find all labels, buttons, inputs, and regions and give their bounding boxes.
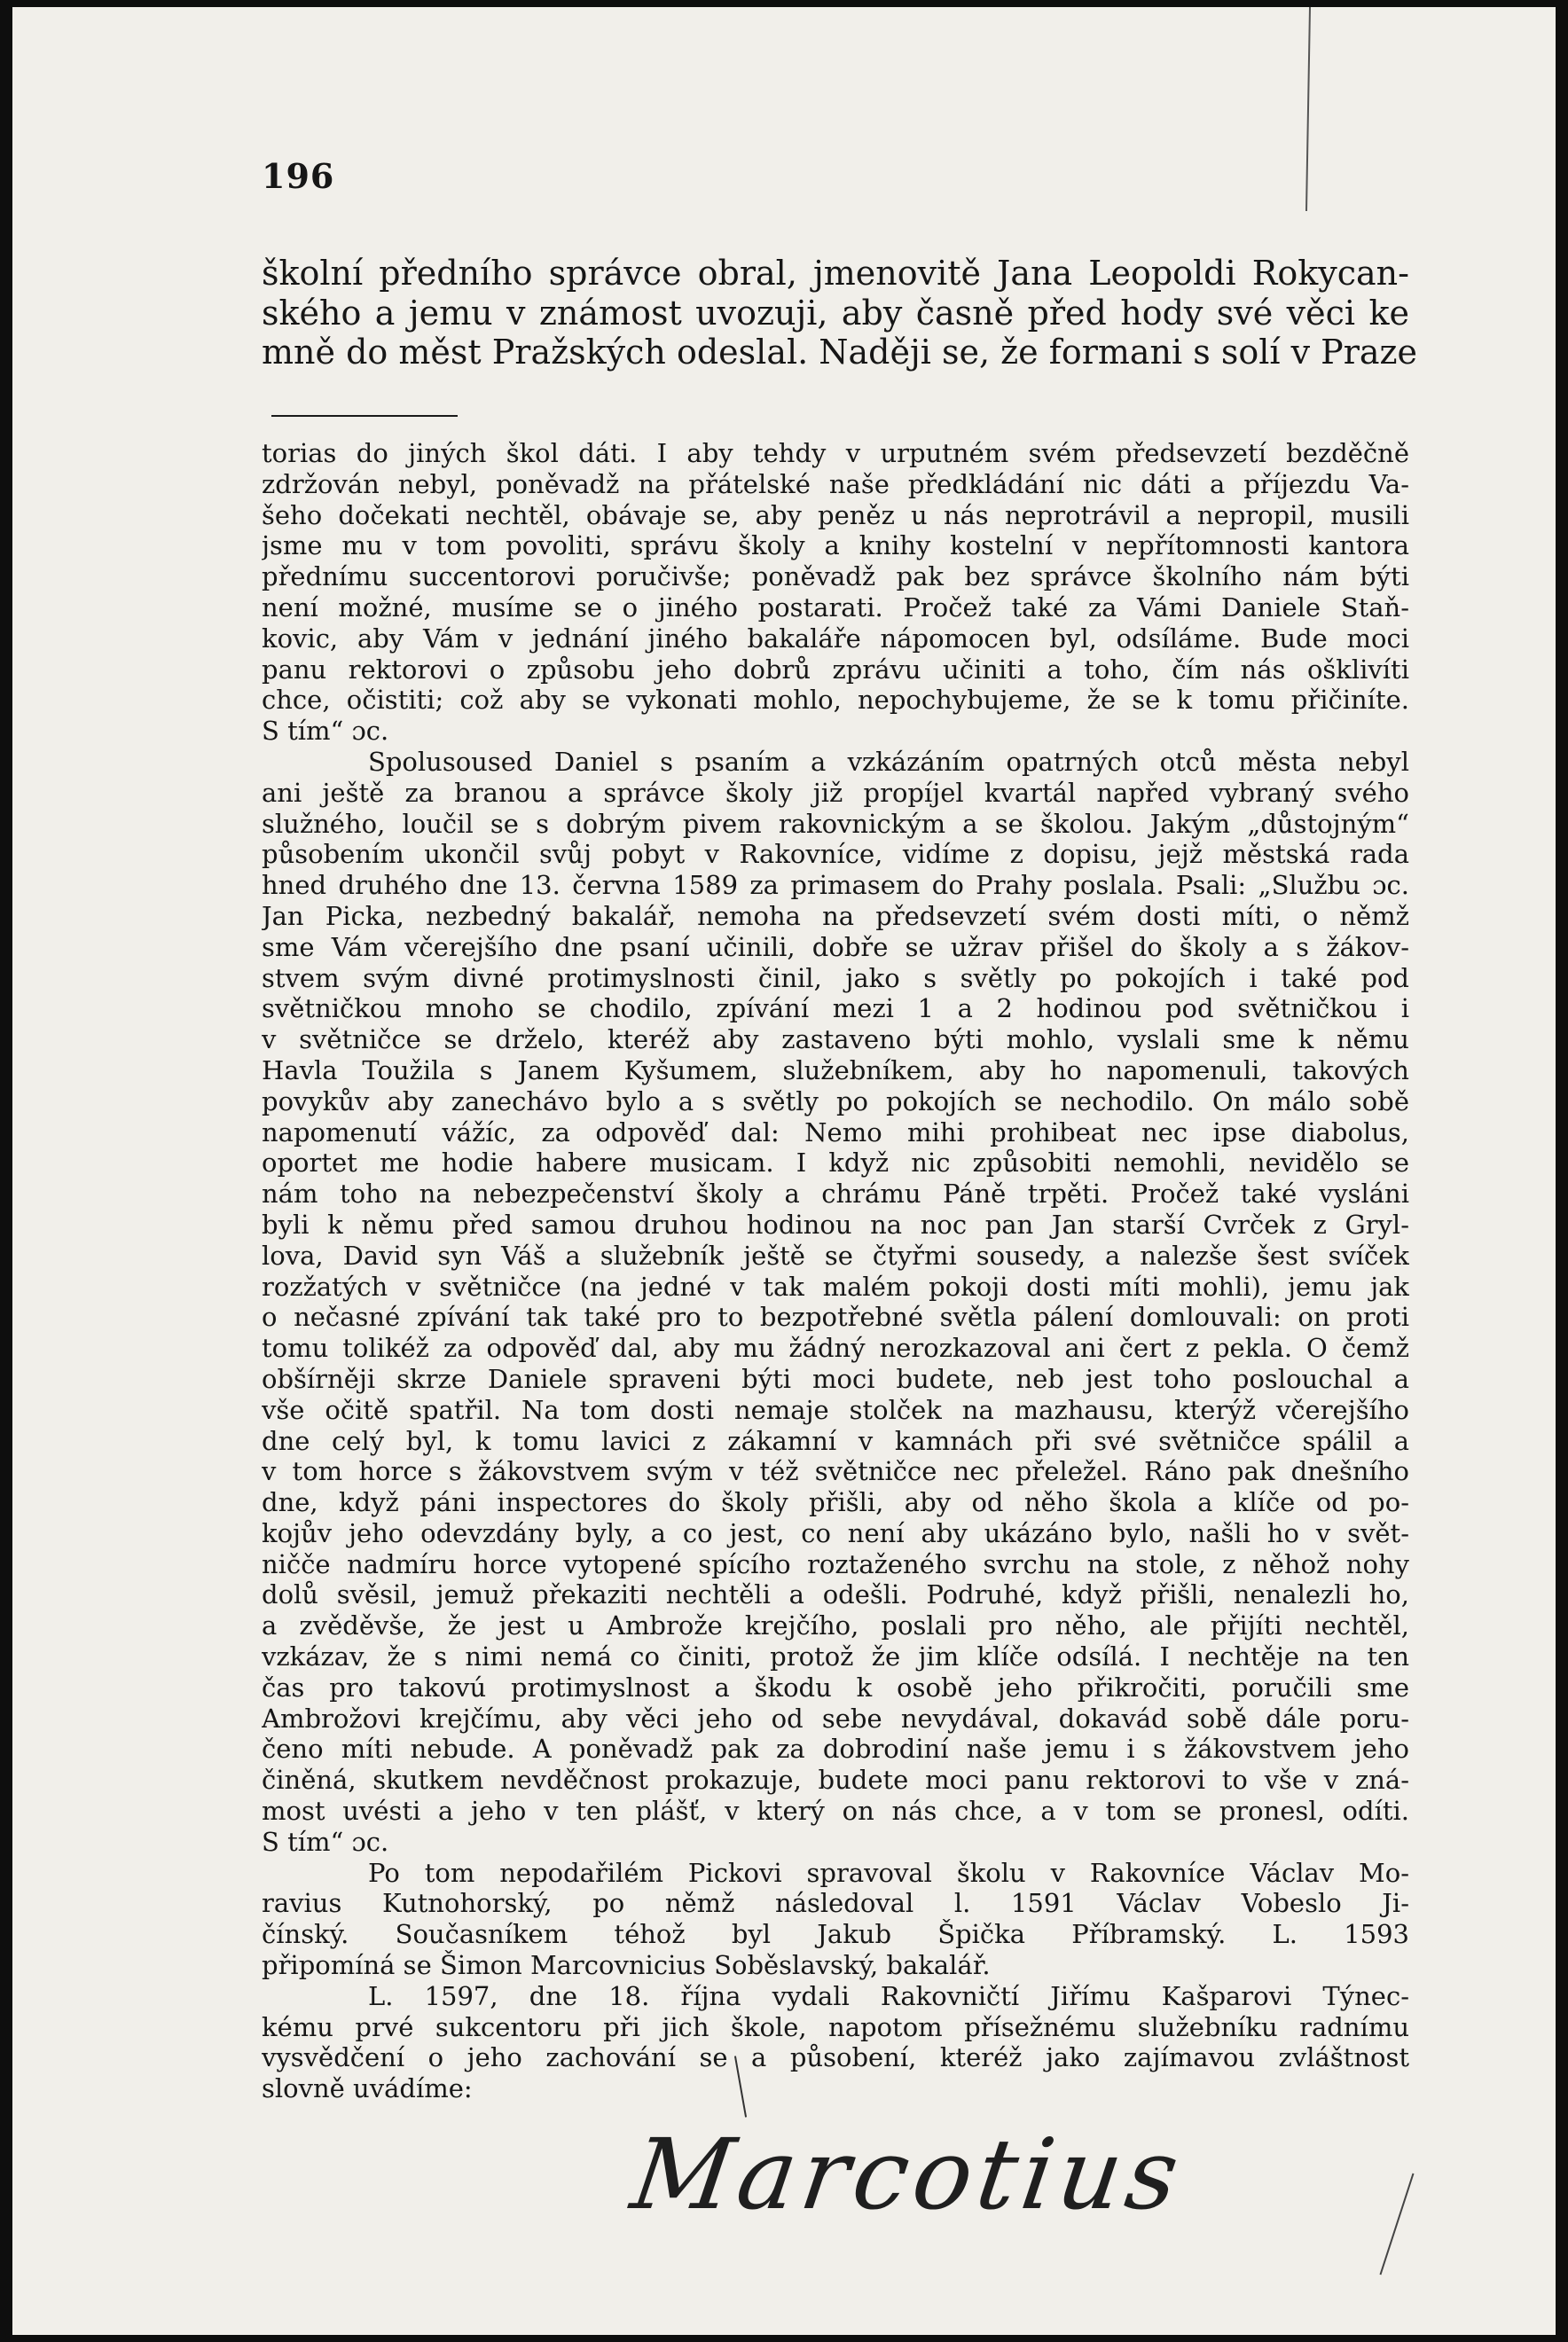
- text-line: dne, když páni inspectores do školy přišli, aby od něho škola a klíče od po-: [262, 1487, 1409, 1518]
- text-line: Ambrožovi krejčímu, aby věci jeho od sebe nevydával, dokavád sobě dále poru-: [262, 1703, 1409, 1734]
- text-line: vzkázav, že s nimi nemá co činiti, protož že jim klíče odsílá. I nechtěje na ten: [262, 1641, 1409, 1672]
- text-line: panu rektorovi o způsobu jeho dobrů zprávu učiniti a toho, čím nás ošklivíti: [262, 654, 1409, 685]
- text-line: L. 1597, dne 18. října vydali Rakovničtí Jiřímu Kašparovi Týnec-: [368, 1980, 1409, 2011]
- text-line: hned druhého dne 13. června 1589 za primasem do Prahy poslala. Psali: „Službu ɔc.: [262, 870, 1409, 901]
- margin-pencil-mark: [1305, 7, 1311, 211]
- text-line: přednímu succentorovi poručivše; poněvadž pak bez správce školního nám býti: [262, 561, 1409, 592]
- text-line: působením ukončil svůj pobyt v Rakovníce, vidíme z dopisu, jejž městská rada: [262, 839, 1409, 870]
- text-line: čínský. Současníkem téhož byl Jakub Špička Příbramský. L. 1593: [262, 1919, 1409, 1950]
- text-line: kému prvé sukcentoru při jich škole, napotom přísežnému služebníku radnímu: [262, 2011, 1409, 2042]
- text-line: lova, David syn Váš a služebník ještě se čtyřmi sousedy, a nalezše šest svíček: [262, 1240, 1409, 1271]
- text-line: chce, očistiti; což aby se vykonati mohlo, nepochybujeme, že se k tomu přičiníte.: [262, 685, 1409, 716]
- handwritten-signature: Marcotius: [625, 2118, 1191, 2231]
- text-line: tomu tolikéž za odpověď dal, aby mu žádný nerozkazoval ani čert z pekla. O čemž: [262, 1333, 1409, 1364]
- text-line: Po tom nepodařilém Pickovi spravoval školu v Rakovníce Václav Mo-: [368, 1857, 1409, 1888]
- text-line: Havla Toužila s Janem Kyšumem, služebníkem, aby ho napomenuli, takových: [262, 1054, 1409, 1085]
- text-line: napomenutí vážíc, za odpověď dal: Nemo mihi prohibeat nec ipse diabolus,: [262, 1116, 1409, 1148]
- text-line: stvem svým divné protimyslnosti činil, jako s světly po pokojích i také pod: [262, 962, 1409, 993]
- text-line: v světničce se drželo, kteréž aby zastaveno býti mohlo, vyslali sme k němu: [262, 1024, 1409, 1055]
- text-line: jsme mu v tom povoliti, správu školy a knihy kostelní v nepřítomnosti kantora: [262, 530, 1409, 561]
- top-paragraph: [262, 254, 1418, 372]
- text-line: slovně uvádíme:: [262, 2073, 473, 2104]
- document-page: [12, 7, 1556, 2335]
- text-line: činěná, skutkem nevděčnost prokazuje, budete moci panu rektorovi to vše v zná-: [262, 1765, 1409, 1796]
- text-line: obšírněji skrze Daniele spraveni býti moci budete, neb jest toho poslouchal a: [262, 1363, 1409, 1394]
- text-line: kojův jeho odevzdány byly, a co jest, co není aby ukázáno bylo, našli ho v svět-: [262, 1517, 1409, 1548]
- top-line: ského a jemu v známost uvozuji, aby časně před hody své věci ke: [262, 293, 1409, 333]
- text-line: v tom horce s žákovstvem svým v též světničce nec přeležel. Ráno pak dnešního: [262, 1456, 1409, 1487]
- text-line: o nečasné zpívání tak také pro to bezpotřebné světla pálení domlouvali: on proti: [262, 1302, 1409, 1333]
- top-line: mně do měst Pražských odeslal. Naději se, že formani s solí v Praze: [262, 333, 1418, 372]
- text-line: S tím“ ɔc.: [262, 1826, 389, 1857]
- text-line: sme Vám včerejšího dne psaní učinili, dobře se užrav přišel do školy a s žákov-: [262, 931, 1409, 962]
- top-line: školní předního správce obral, jmenovitě Jana Leopoldi Rokycan-: [262, 254, 1409, 293]
- text-line: a zvěděvše, že jest u Ambrože krejčího, poslali pro něho, ale přijíti nechtěl,: [262, 1610, 1409, 1641]
- text-line: vše očitě spatřil. Na tom dosti nemaje stolček na mazhausu, kterýž včerejšího: [262, 1394, 1409, 1425]
- text-line: čeno míti nebude. A poněvadž pak za dobrodiní naše jemu i s žákovstvem jeho: [262, 1734, 1409, 1765]
- text-line: Jan Picka, nezbedný bakalář, nemoha na předsevzetí svém dosti míti, o němž: [262, 900, 1409, 931]
- text-line: nám toho na nebezpečenství školy a chrámu Páně trpěti. Pročež také vysláni: [262, 1179, 1409, 1210]
- text-line: rozžatých v světničce (na jedné v tak malém pokoji dosti míti mohli), jemu jak: [262, 1271, 1409, 1302]
- text-line: není možné, musíme se o jiného postarati. Pročež také za Vámi Daniele Staň-: [262, 591, 1409, 623]
- text-line: připomíná se Šimon Marcovnicius Soběslavský, bakalář.: [262, 1950, 991, 1981]
- text-line: služného, loučil se s dobrým pivem rakovnickým a se školou. Jakým „důstojným“: [262, 808, 1409, 839]
- page-number: 196: [262, 156, 335, 196]
- text-line: byli k němu před samou druhou hodinou na noc pan Jan starší Cvrček z Gryl-: [262, 1209, 1409, 1240]
- footnote-divider: [271, 415, 458, 417]
- text-line: ravius Kutnohorský, po němž následoval l. 1591 Václav Vobeslo Ji-: [262, 1888, 1409, 1919]
- text-line: světničkou mnoho se chodilo, zpívání mezi 1 a 2 hodinou pod světničkou i: [262, 993, 1409, 1024]
- text-line: čas pro takovú protimyslnost a škodu k osobě jeho přikročiti, poručili sme: [262, 1672, 1409, 1703]
- text-line: šeho dočekati nechtěl, obávaje se, aby peněz u nás neprotrávil a nepropil, musili: [262, 499, 1409, 530]
- text-line: dne celý byl, k tomu lavici z zákamní v kamnách při své světničce spálil a: [262, 1425, 1409, 1456]
- text-line: povykův aby zanechávo bylo a s světly po pokojích se nechodilo. On málo sobě: [262, 1085, 1409, 1116]
- text-line: dolů svěsil, jemuž překaziti nechtěli a odešli. Podruhé, když přišli, nenalezli ho,: [262, 1579, 1409, 1610]
- text-line: zdržován nebyl, poněvadž na přátelské naše předkládání nic dáti a příjezdu Va-: [262, 468, 1409, 499]
- text-line: kovic, aby Vám v jednání jiného bakaláře nápomocen byl, odsíláme. Bude moci: [262, 623, 1409, 654]
- text-line: S tím“ ɔc.: [262, 716, 389, 747]
- pencil-stroke-mark: [1380, 2174, 1415, 2275]
- text-line: most uvésti a jeho v ten plášť, v který on nás chce, a v tom se pronesl, odíti.: [262, 1796, 1409, 1827]
- text-line: vysvědčení o jeho zachování se a působení, kteréž jako zajímavou zvláštnost: [262, 2042, 1409, 2073]
- text-line: ničče nadmíru horce vytopené spícího roztaženého svrchu na stole, z něhož nohy: [262, 1548, 1409, 1579]
- text-line: Spolusoused Daniel s psaním a vzkázáním opatrných otců města nebyl: [368, 746, 1409, 777]
- text-line: oportet me hodie habere musicam. I když nic způsobiti nemohli, nevidělo se: [262, 1148, 1409, 1179]
- text-line: ani ještě za branou a správce školy již propíjel kvartál napřed vybraný svého: [262, 777, 1409, 808]
- text-line: torias do jiných škol dáti. I aby tehdy v urputném svém předsevzetí bezděčně: [262, 438, 1409, 468]
- body-text: [262, 438, 1409, 2104]
